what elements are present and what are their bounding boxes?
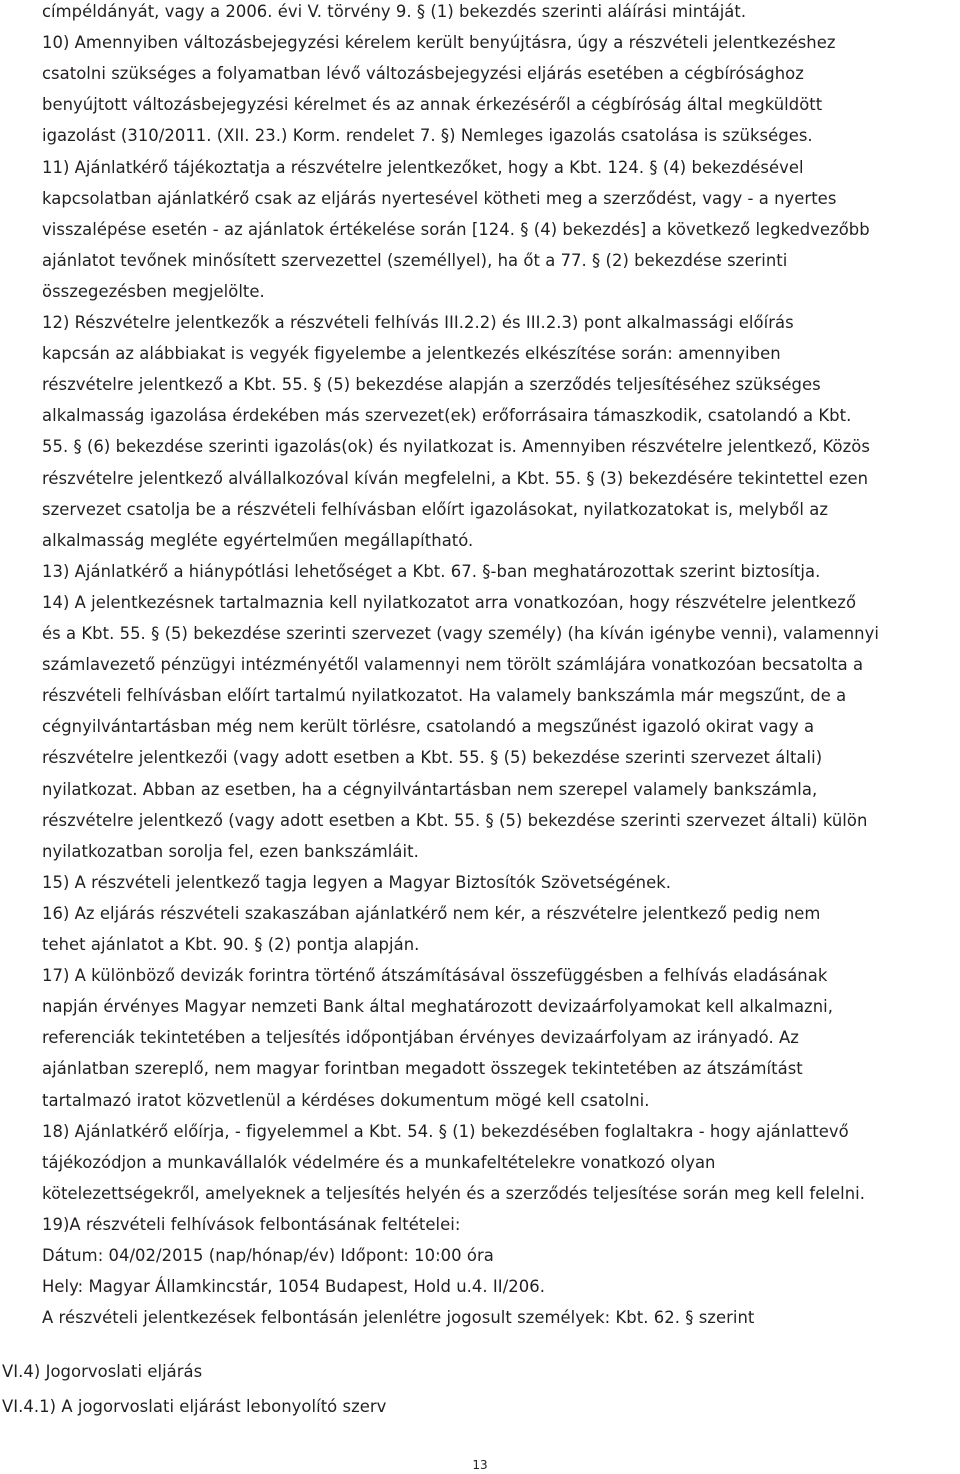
subsection-heading: VI.4.1) A jogorvoslati eljárást lebonyolító szerv	[2, 1397, 387, 1416]
text-line: 11) Ajánlatkérő tájékoztatja a részvételre jelentkezőket, hogy a Kbt. 124. § (4) bekezdésével	[42, 157, 804, 177]
text-line: alkalmasság igazolása érdekében más szervezet(ek) erőforrásaira támaszkodik, csatolandó a Kbt.	[42, 406, 852, 426]
section-heading: VI.4) Jogorvoslati eljárás	[2, 1362, 203, 1381]
text-line: kapcsolatban ajánlatkérő csak az eljárás nyertesével kötheti meg a szerződést, vagy - a nyertes	[42, 188, 837, 208]
text-line: ajánlatot tevőnek minősített szervezettel (személlyel), ha őt a 77. § (2) bekezdése szerinti	[42, 250, 788, 270]
text-line: napján érvényes Magyar nemzeti Bank által meghatározott devizaárfolyamokat kell alkalmazni,	[42, 997, 834, 1017]
text-line: részvételre jelentkező alvállalkozóval kíván megfelelni, a Kbt. 55. § (3) bekezdésére tekintettel ezen	[42, 468, 869, 488]
text-line: 16) Az eljárás részvételi szakaszában ajánlatkérő nem kér, a részvételre jelentkező pedig nem	[42, 903, 821, 923]
text-line: 10) Amennyiben változásbejegyzési kérelem került benyújtásra, úgy a részvételi jelentkezéshez	[42, 33, 836, 53]
text-line: Hely: Magyar Államkincstár, 1054 Budapest, Hold u.4. II/206.	[42, 1277, 545, 1297]
text-line: és a Kbt. 55. § (5) bekezdése szerinti szervezet (vagy személy) (ha kíván igénybe venni), valamennyi	[42, 624, 879, 643]
text-line: 18) Ajánlatkérő előírja, - figyelemmel a Kbt. 54. § (1) bekezdésében foglaltakra - hogy ajánlattevő	[42, 1121, 849, 1141]
text-line: ajánlatban szereplő, nem magyar forintban megadott összegek tekintetében az átszámítást	[42, 1059, 803, 1079]
text-line: részvételre jelentkezői (vagy adott esetben a Kbt. 55. § (5) bekezdése szerinti szervezet általi)	[42, 748, 823, 768]
text-line: referenciák tekintetében a teljesítés időpontjában érvényes devizaárfolyam az irányadó. Az	[42, 1028, 799, 1048]
text-line: csatolni szükséges a folyamatban lévő változásbejegyzési eljárás esetében a cégbírósághoz	[42, 64, 804, 84]
text-line: 14) A jelentkezésnek tartalmaznia kell nyilatkozatot arra vonatkozóan, hogy részvételre jelentkező	[42, 592, 857, 612]
text-line: A részvételi jelentkezések felbontásán jelenlétre jogosult személyek: Kbt. 62. § szerint	[42, 1308, 755, 1328]
text-line: cégnyilvántartásban még nem került törlésre, csatolandó a megszűnést igazoló okirat vagy a	[42, 717, 815, 737]
text-line: Dátum: 04/02/2015 (nap/hónap/év) Időpont: 10:00 óra	[42, 1246, 494, 1265]
text-line: visszalépése esetén - az ajánlatok értékelése során [124. § (4) bekezdés] a következő legkedvezőbb	[42, 219, 870, 239]
text-line: szervezet csatolja be a részvételi felhívásban előírt igazolásokat, nyilatkozatokat is, melyből az	[42, 499, 828, 519]
text-line: kötelezettségekről, amelyeknek a teljesítés helyén és a szerződés teljesítése során meg kell felelni.	[42, 1183, 866, 1203]
text-line: részvételre jelentkező a Kbt. 55. § (5) bekezdése alapján a szerződés teljesítéséhez szükséges	[42, 375, 821, 395]
text-line: kapcsán az alábbiakat is vegyék figyelembe a jelentkezés elkészítése során: amennyiben	[42, 344, 781, 364]
text-line: tájékozódjon a munkavállalók védelmére és a munkafeltételekre vonatkozó olyan	[42, 1152, 716, 1172]
text-line: 12) Részvételre jelentkezők a részvételi felhívás III.2.2) és III.2.3) pont alkalmassági előírás	[42, 313, 794, 332]
text-line: 17) A különböző devizák forintra történő átszámításával összefüggésben a felhívás eladásának	[42, 966, 828, 986]
text-line: tartalmazó iratot közvetlenül a kérdéses dokumentum mögé kell csatolni.	[42, 1090, 650, 1110]
text-line: 15) A részvételi jelentkező tagja legyen a Magyar Biztosítók Szövetségének.	[42, 872, 672, 892]
text-line: benyújtott változásbejegyzési kérelmet és az annak érkezéséről a cégbíróság által megküldött	[42, 95, 823, 115]
text-line: összegezésben megjelölte.	[42, 281, 265, 301]
text-line: 19)A részvételi felhívások felbontásának feltételei:	[42, 1214, 461, 1234]
text-line: részvételre jelentkező (vagy adott esetben a Kbt. 55. § (5) bekezdése szerinti szervezet általi) külön	[42, 810, 868, 830]
text-line: alkalmasság megléte egyértelműen megállapítható.	[42, 530, 474, 550]
text-line: nyilatkozat. Abban az esetben, ha a cégnyilvántartásban nem szerepel valamely bankszámla,	[42, 779, 818, 799]
text-line: részvételi felhívásban előírt tartalmú nyilatkozatot. Ha valamely bankszámla már megszűnt, de a	[42, 686, 847, 706]
text-line: nyilatkozatban sorolja fel, ezen bankszámláit.	[42, 841, 419, 861]
text-line: tehet ajánlatot a Kbt. 90. § (2) pontja alapján.	[42, 935, 420, 954]
text-line: számlavezető pénzügyi intézményétől valamennyi nem törölt számlájára vonatkozóan becsatolta a	[42, 655, 864, 675]
page-number: 13	[472, 1458, 488, 1472]
text-line: 13) Ajánlatkérő a hiánypótlási lehetőséget a Kbt. 67. §-ban meghatározottak szerint biztosítja.	[42, 561, 821, 581]
text-line: igazolást (310/2011. (XII. 23.) Korm. rendelet 7. §) Nemleges igazolás csatolása is szükséges.	[42, 126, 813, 146]
text-line: 55. § (6) bekezdése szerinti igazolás(ok) és nyilatkozat is. Amennyiben részvételre jelentkező, Közös	[42, 437, 870, 457]
text-line: címpéldányát, vagy a 2006. évi V. törvény 9. § (1) bekezdés szerinti aláírási mintáját.	[42, 2, 747, 21]
